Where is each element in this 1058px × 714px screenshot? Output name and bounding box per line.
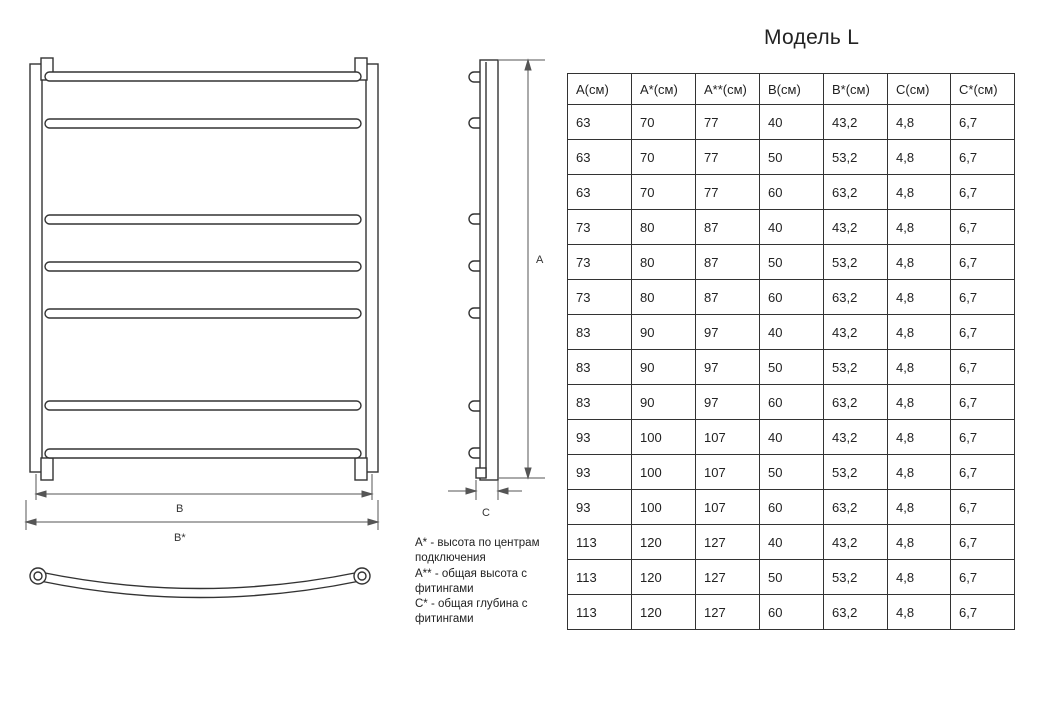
table-row [568, 210, 1015, 245]
table-cell: 43,2 [824, 420, 888, 455]
table-cell: 127 [696, 560, 760, 595]
table-row [568, 455, 1015, 490]
table-cell: 107 [696, 455, 760, 490]
table-cell: 73 [568, 280, 632, 315]
col-header-b-star: B*(см) [824, 74, 888, 105]
table-cell: 40 [760, 315, 824, 350]
table-cell: 6,7 [951, 595, 1015, 630]
table-cell: 43,2 [824, 105, 888, 140]
table-cell: 6,7 [951, 490, 1015, 525]
col-header-c: C(см) [888, 74, 951, 105]
table-cell: 43,2 [824, 525, 888, 560]
table-cell: 50 [760, 350, 824, 385]
note-line: A* - высота по центрам [415, 537, 540, 549]
table-cell: 113 [568, 560, 632, 595]
table-cell: 50 [760, 140, 824, 175]
table-cell: 83 [568, 350, 632, 385]
table-cell: 93 [568, 490, 632, 525]
col-header-a-star: A*(см) [632, 74, 696, 105]
table-cell: 60 [760, 385, 824, 420]
table-cell: 40 [760, 210, 824, 245]
table-cell: 120 [632, 595, 696, 630]
table-cell: 100 [632, 455, 696, 490]
table-cell: 93 [568, 455, 632, 490]
table-cell: 70 [632, 140, 696, 175]
table-cell: 6,7 [951, 455, 1015, 490]
note-line: A** - общая высота с [415, 567, 527, 580]
table-cell: 4,8 [888, 420, 951, 455]
table-cell: 50 [760, 245, 824, 280]
table-cell: 6,7 [951, 245, 1015, 280]
table-cell: 63 [568, 105, 632, 140]
notes [415, 536, 539, 628]
table-cell: 4,8 [888, 140, 951, 175]
table-row [568, 560, 1015, 595]
table-cell: 50 [760, 560, 824, 595]
table-row [568, 245, 1015, 280]
table-cell: 6,7 [951, 525, 1015, 560]
model-title: Модель L [764, 26, 860, 49]
table-cell: 4,8 [888, 210, 951, 245]
table-cell: 6,7 [951, 420, 1015, 455]
table-cell: 4,8 [888, 560, 951, 595]
table-cell: 4,8 [888, 105, 951, 140]
table-row [568, 315, 1015, 350]
label-b: B [176, 503, 184, 515]
table-cell: 90 [632, 350, 696, 385]
col-header-a-double-star: A**(см) [696, 74, 760, 105]
table-cell: 50 [760, 455, 824, 490]
table-cell: 4,8 [888, 175, 951, 210]
table-cell: 90 [632, 315, 696, 350]
table-cell: 4,8 [888, 280, 951, 315]
table-cell: 77 [696, 140, 760, 175]
table-cell: 93 [568, 420, 632, 455]
table-row [568, 105, 1015, 140]
table-cell: 63 [568, 140, 632, 175]
table-row [568, 420, 1015, 455]
table-cell: 43,2 [824, 210, 888, 245]
table-cell: 113 [568, 595, 632, 630]
table-cell: 63,2 [824, 385, 888, 420]
table-row [568, 525, 1015, 560]
spec-table [567, 73, 1015, 630]
table-row [568, 140, 1015, 175]
table-cell: 107 [696, 490, 760, 525]
table-cell: 6,7 [951, 280, 1015, 315]
label-c: C [482, 507, 490, 519]
table-cell: 87 [696, 280, 760, 315]
table-cell: 63,2 [824, 490, 888, 525]
table-cell: 4,8 [888, 595, 951, 630]
table-cell: 80 [632, 210, 696, 245]
table-cell: 120 [632, 525, 696, 560]
col-header-b: B(см) [760, 74, 824, 105]
table-cell: 63,2 [824, 595, 888, 630]
table-cell: 60 [760, 595, 824, 630]
table-cell: 70 [632, 105, 696, 140]
label-b-star: B* [174, 532, 186, 544]
table-cell: 80 [632, 245, 696, 280]
table-cell: 63 [568, 175, 632, 210]
table-cell: 80 [632, 280, 696, 315]
table-cell: 83 [568, 385, 632, 420]
table-cell: 100 [632, 420, 696, 455]
table-cell: 4,8 [888, 350, 951, 385]
dimension-c [448, 480, 522, 500]
table-cell: 60 [760, 280, 824, 315]
table-cell: 53,2 [824, 350, 888, 385]
table-cell: 6,7 [951, 210, 1015, 245]
dimension-a [499, 60, 545, 478]
table-row [568, 385, 1015, 420]
table-cell: 127 [696, 525, 760, 560]
table-cell: 6,7 [951, 560, 1015, 595]
side-view [469, 60, 498, 480]
table-cell: 40 [760, 525, 824, 560]
col-header-a: A(см) [568, 74, 632, 105]
table-header-row [568, 74, 1015, 105]
table-cell: 63,2 [824, 280, 888, 315]
table-cell: 60 [760, 175, 824, 210]
table-cell: 90 [632, 385, 696, 420]
table-cell: 6,7 [951, 315, 1015, 350]
col-header-c-star: C*(см) [951, 74, 1015, 105]
table-row [568, 175, 1015, 210]
table-cell: 4,8 [888, 525, 951, 560]
note-line: подключения [415, 552, 486, 565]
table-cell: 107 [696, 420, 760, 455]
table-cell: 87 [696, 245, 760, 280]
table-cell: 97 [696, 315, 760, 350]
table-body [568, 105, 1015, 630]
table-cell: 127 [696, 595, 760, 630]
front-view [30, 58, 378, 480]
table-cell: 6,7 [951, 175, 1015, 210]
table-row [568, 350, 1015, 385]
table-cell: 87 [696, 210, 760, 245]
table-cell: 40 [760, 105, 824, 140]
table-cell: 97 [696, 350, 760, 385]
table-cell: 77 [696, 175, 760, 210]
table-cell: 73 [568, 210, 632, 245]
dimension-b [36, 474, 372, 500]
note-line: C* - общая глубина с [415, 598, 528, 611]
table-cell: 53,2 [824, 140, 888, 175]
table-cell: 4,8 [888, 245, 951, 280]
label-a: A [536, 254, 544, 266]
table-cell: 60 [760, 490, 824, 525]
table-cell: 43,2 [824, 315, 888, 350]
table-cell: 6,7 [951, 350, 1015, 385]
table-cell: 63,2 [824, 175, 888, 210]
table-cell: 113 [568, 525, 632, 560]
table-cell: 4,8 [888, 385, 951, 420]
table-cell: 6,7 [951, 105, 1015, 140]
table-cell: 83 [568, 315, 632, 350]
table-cell: 4,8 [888, 455, 951, 490]
table-row [568, 490, 1015, 525]
dimension-b-star [26, 500, 378, 530]
table-cell: 100 [632, 490, 696, 525]
table-cell: 120 [632, 560, 696, 595]
table-cell: 6,7 [951, 385, 1015, 420]
note-line: фитингами [415, 613, 474, 626]
table-cell: 97 [696, 385, 760, 420]
table-cell: 53,2 [824, 455, 888, 490]
table-cell: 70 [632, 175, 696, 210]
table-cell: 73 [568, 245, 632, 280]
table-row [568, 280, 1015, 315]
top-view [30, 568, 370, 598]
note-line: фитингами [415, 582, 474, 595]
table-cell: 53,2 [824, 560, 888, 595]
table-cell: 40 [760, 420, 824, 455]
table-cell: 6,7 [951, 140, 1015, 175]
table-cell: 4,8 [888, 315, 951, 350]
table-row [568, 595, 1015, 630]
table-cell: 4,8 [888, 490, 951, 525]
table-cell: 53,2 [824, 245, 888, 280]
table-cell: 77 [696, 105, 760, 140]
